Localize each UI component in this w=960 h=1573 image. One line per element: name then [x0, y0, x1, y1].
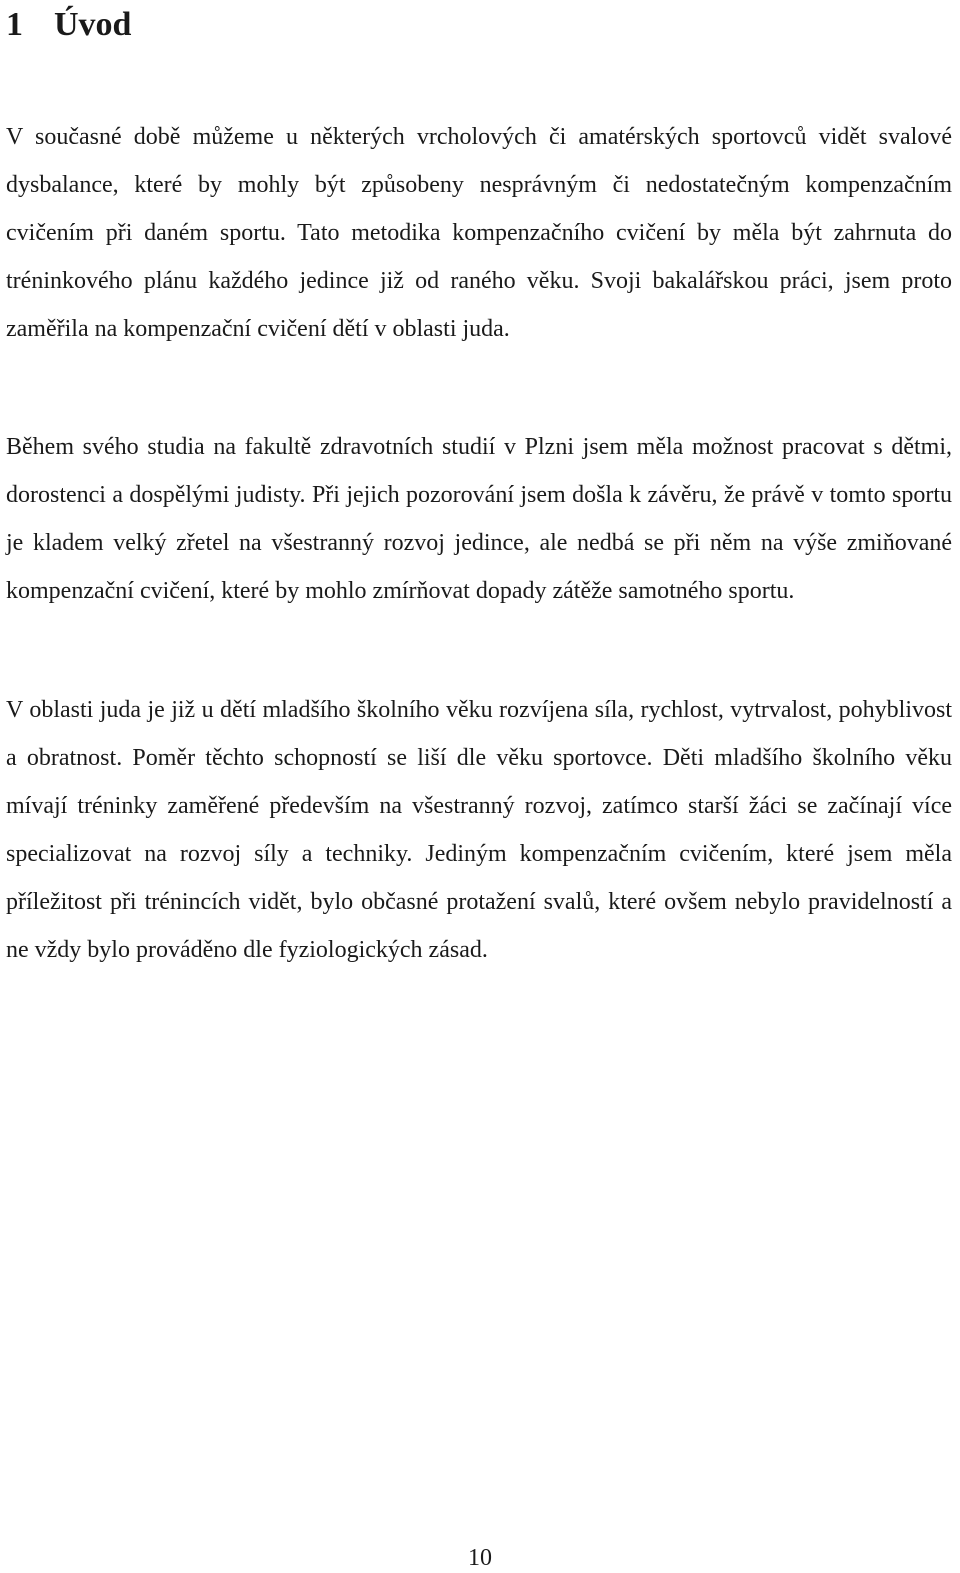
chapter-heading: [6, 2, 131, 48]
paragraph-judo: V oblasti juda je již u dětí mladšího školního věku rozvíjena síla, rychlost, vytrvalost, pohyblivost a obratnost. Poměr těchto schopností se liší dle věku sportovce. Děti mladšího školního věku mívají tréninky zaměřené především na všestranný rozvoj, zatímco starší žáci se začínají více specializovat na rozvoj síly a techniky. Jediným kompenzačním cvičením, které jsem měla příležitost při trénincích vidět, bylo občasné protažení svalů, které ovšem nebylo pravidelností a ne vždy bylo prováděno dle fyziologických zásad.: [6, 697, 952, 963]
chapter-number: 1: [6, 6, 23, 43]
paragraph-study: Během svého studia na fakultě zdravotních studií v Plzni jsem měla možnost pracovat s dětmi, dorostenci a dospělými judisty. Při jejich pozorování jsem došla k závěru, že právě v tomto sportu je kladem velký zřetel na všestranný rozvoj jedince, ale nedbá se při něm na výše zmiňované kompenzační cvičení, které by mohlo zmírňovat dopady zátěže samotného sportu.: [6, 434, 952, 604]
paragraph-intro: V současné době můžeme u některých vrcholových či amatérských sportovců vidět svalové dysbalance, které by mohly být způsobeny nesprávným či nedostatečným kompenzačním cvičením při daném sportu. Tato metodika kompenzačního cvičení by měla být zahrnuta do tréninkového plánu každého jedince již od raného věku. Svoji bakalářskou práci, jsem proto zaměřila na kompenzační cvičení dětí v oblasti juda.: [6, 124, 952, 342]
page-number: 10: [468, 1545, 492, 1571]
chapter-title: Úvod: [54, 6, 132, 43]
